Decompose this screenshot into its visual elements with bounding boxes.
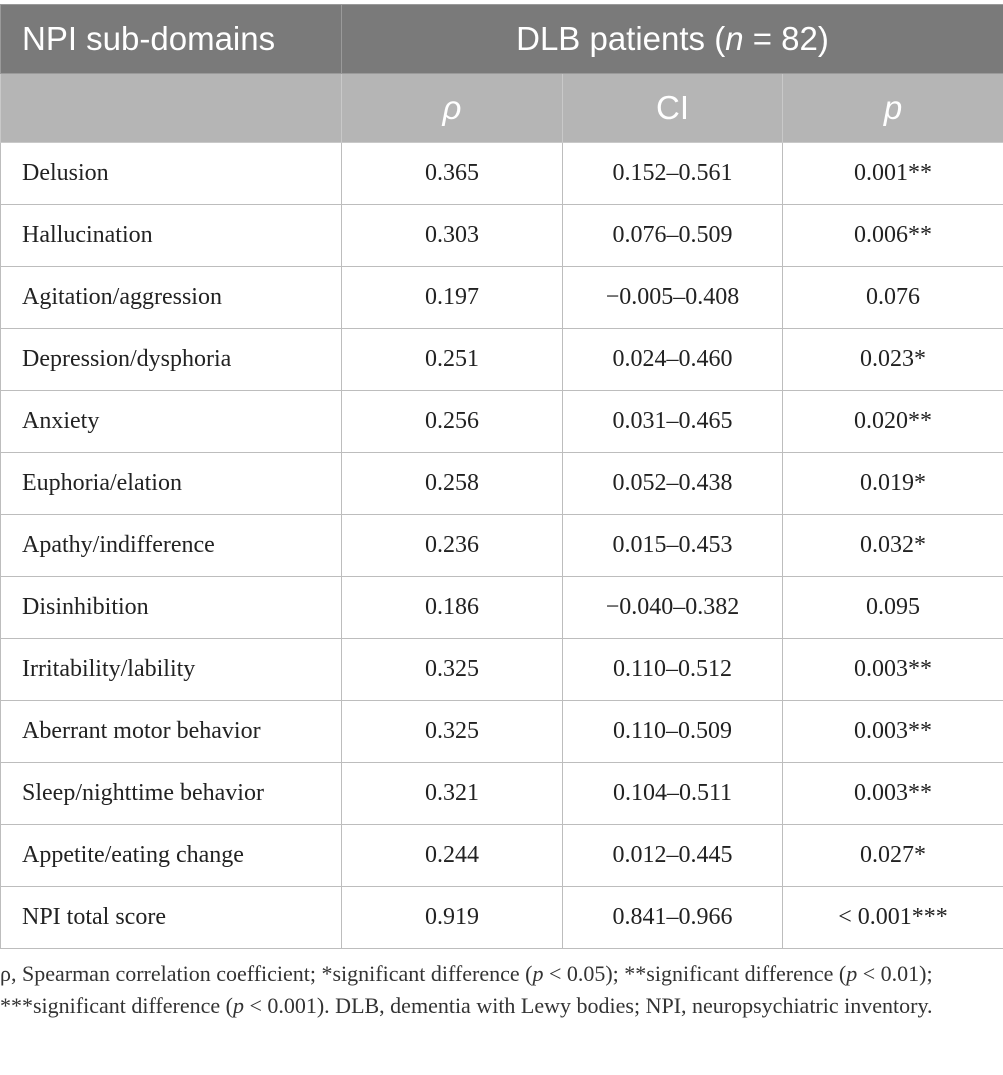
row-label: Hallucination xyxy=(1,205,342,267)
table-row xyxy=(1,825,1003,887)
row-p: 0.032* xyxy=(783,515,1003,577)
row-rho: 0.919 xyxy=(342,887,563,949)
row-label: Delusion xyxy=(1,143,342,205)
row-label: Anxiety xyxy=(1,391,342,453)
table-row xyxy=(1,887,1003,949)
row-label: Irritability/lability xyxy=(1,639,342,701)
row-rho: 0.321 xyxy=(342,763,563,825)
table-row xyxy=(1,639,1003,701)
table-row xyxy=(1,143,1003,205)
row-label: Aberrant motor behavior xyxy=(1,701,342,763)
row-ci: −0.005–0.408 xyxy=(563,267,783,329)
subheader-p: p xyxy=(783,74,1003,143)
table-row xyxy=(1,267,1003,329)
row-ci: 0.012–0.445 xyxy=(563,825,783,887)
npi-correlation-table xyxy=(0,4,1003,949)
table-footnote: ρ, Spearman correlation coefficient; *significant difference (p < 0.05); **significant difference (p < 0.01); ***significant difference (p < 0.001). DLB, dementia with Lewy bodies; NPI, neuropsychiatric inventory. xyxy=(0,961,933,1018)
row-label: NPI total score xyxy=(1,887,342,949)
row-rho: 0.303 xyxy=(342,205,563,267)
dlb-header-suffix: = 82) xyxy=(743,20,829,57)
subheader-rho: ρ xyxy=(342,74,563,143)
row-rho: 0.236 xyxy=(342,515,563,577)
row-label: Apathy/indifference xyxy=(1,515,342,577)
row-p: 0.003** xyxy=(783,639,1003,701)
row-ci: −0.040–0.382 xyxy=(563,577,783,639)
row-ci: 0.104–0.511 xyxy=(563,763,783,825)
table-row xyxy=(1,763,1003,825)
row-rho: 0.197 xyxy=(342,267,563,329)
col-header-dlb-patients xyxy=(342,5,1003,74)
row-p: 0.076 xyxy=(783,267,1003,329)
table-row xyxy=(1,577,1003,639)
row-label: Disinhibition xyxy=(1,577,342,639)
row-label: Appetite/eating change xyxy=(1,825,342,887)
subheader-ci: CI xyxy=(563,74,783,143)
row-ci: 0.076–0.509 xyxy=(563,205,783,267)
row-rho: 0.186 xyxy=(342,577,563,639)
row-p: 0.003** xyxy=(783,701,1003,763)
row-label: Agitation/aggression xyxy=(1,267,342,329)
table-row xyxy=(1,453,1003,515)
row-p: 0.001** xyxy=(783,143,1003,205)
row-rho: 0.258 xyxy=(342,453,563,515)
row-p: 0.003** xyxy=(783,763,1003,825)
table-row xyxy=(1,329,1003,391)
row-ci: 0.841–0.966 xyxy=(563,887,783,949)
table-header-row xyxy=(1,5,1003,74)
row-rho: 0.251 xyxy=(342,329,563,391)
dlb-header-n: n xyxy=(725,20,744,57)
row-label: Depression/dysphoria xyxy=(1,329,342,391)
row-rho: 0.256 xyxy=(342,391,563,453)
row-ci: 0.110–0.512 xyxy=(563,639,783,701)
col-header-npi-subdomains: NPI sub-domains xyxy=(1,5,342,74)
subheader-empty xyxy=(1,74,342,143)
row-ci: 0.031–0.465 xyxy=(563,391,783,453)
table-row xyxy=(1,701,1003,763)
row-rho: 0.365 xyxy=(342,143,563,205)
row-ci: 0.024–0.460 xyxy=(563,329,783,391)
row-rho: 0.325 xyxy=(342,639,563,701)
table-row xyxy=(1,205,1003,267)
table-row xyxy=(1,515,1003,577)
row-p: 0.023* xyxy=(783,329,1003,391)
table-subheader-row xyxy=(1,74,1003,143)
row-ci: 0.152–0.561 xyxy=(563,143,783,205)
dlb-header-prefix: DLB patients ( xyxy=(516,20,726,57)
row-p: 0.095 xyxy=(783,577,1003,639)
row-ci: 0.015–0.453 xyxy=(563,515,783,577)
row-label: Euphoria/elation xyxy=(1,453,342,515)
row-p: < 0.001*** xyxy=(783,887,1003,949)
row-ci: 0.052–0.438 xyxy=(563,453,783,515)
row-p: 0.006** xyxy=(783,205,1003,267)
row-p: 0.019* xyxy=(783,453,1003,515)
row-rho: 0.244 xyxy=(342,825,563,887)
table-row xyxy=(1,391,1003,453)
row-label: Sleep/nighttime behavior xyxy=(1,763,342,825)
row-rho: 0.325 xyxy=(342,701,563,763)
row-p: 0.027* xyxy=(783,825,1003,887)
row-p: 0.020** xyxy=(783,391,1003,453)
row-ci: 0.110–0.509 xyxy=(563,701,783,763)
